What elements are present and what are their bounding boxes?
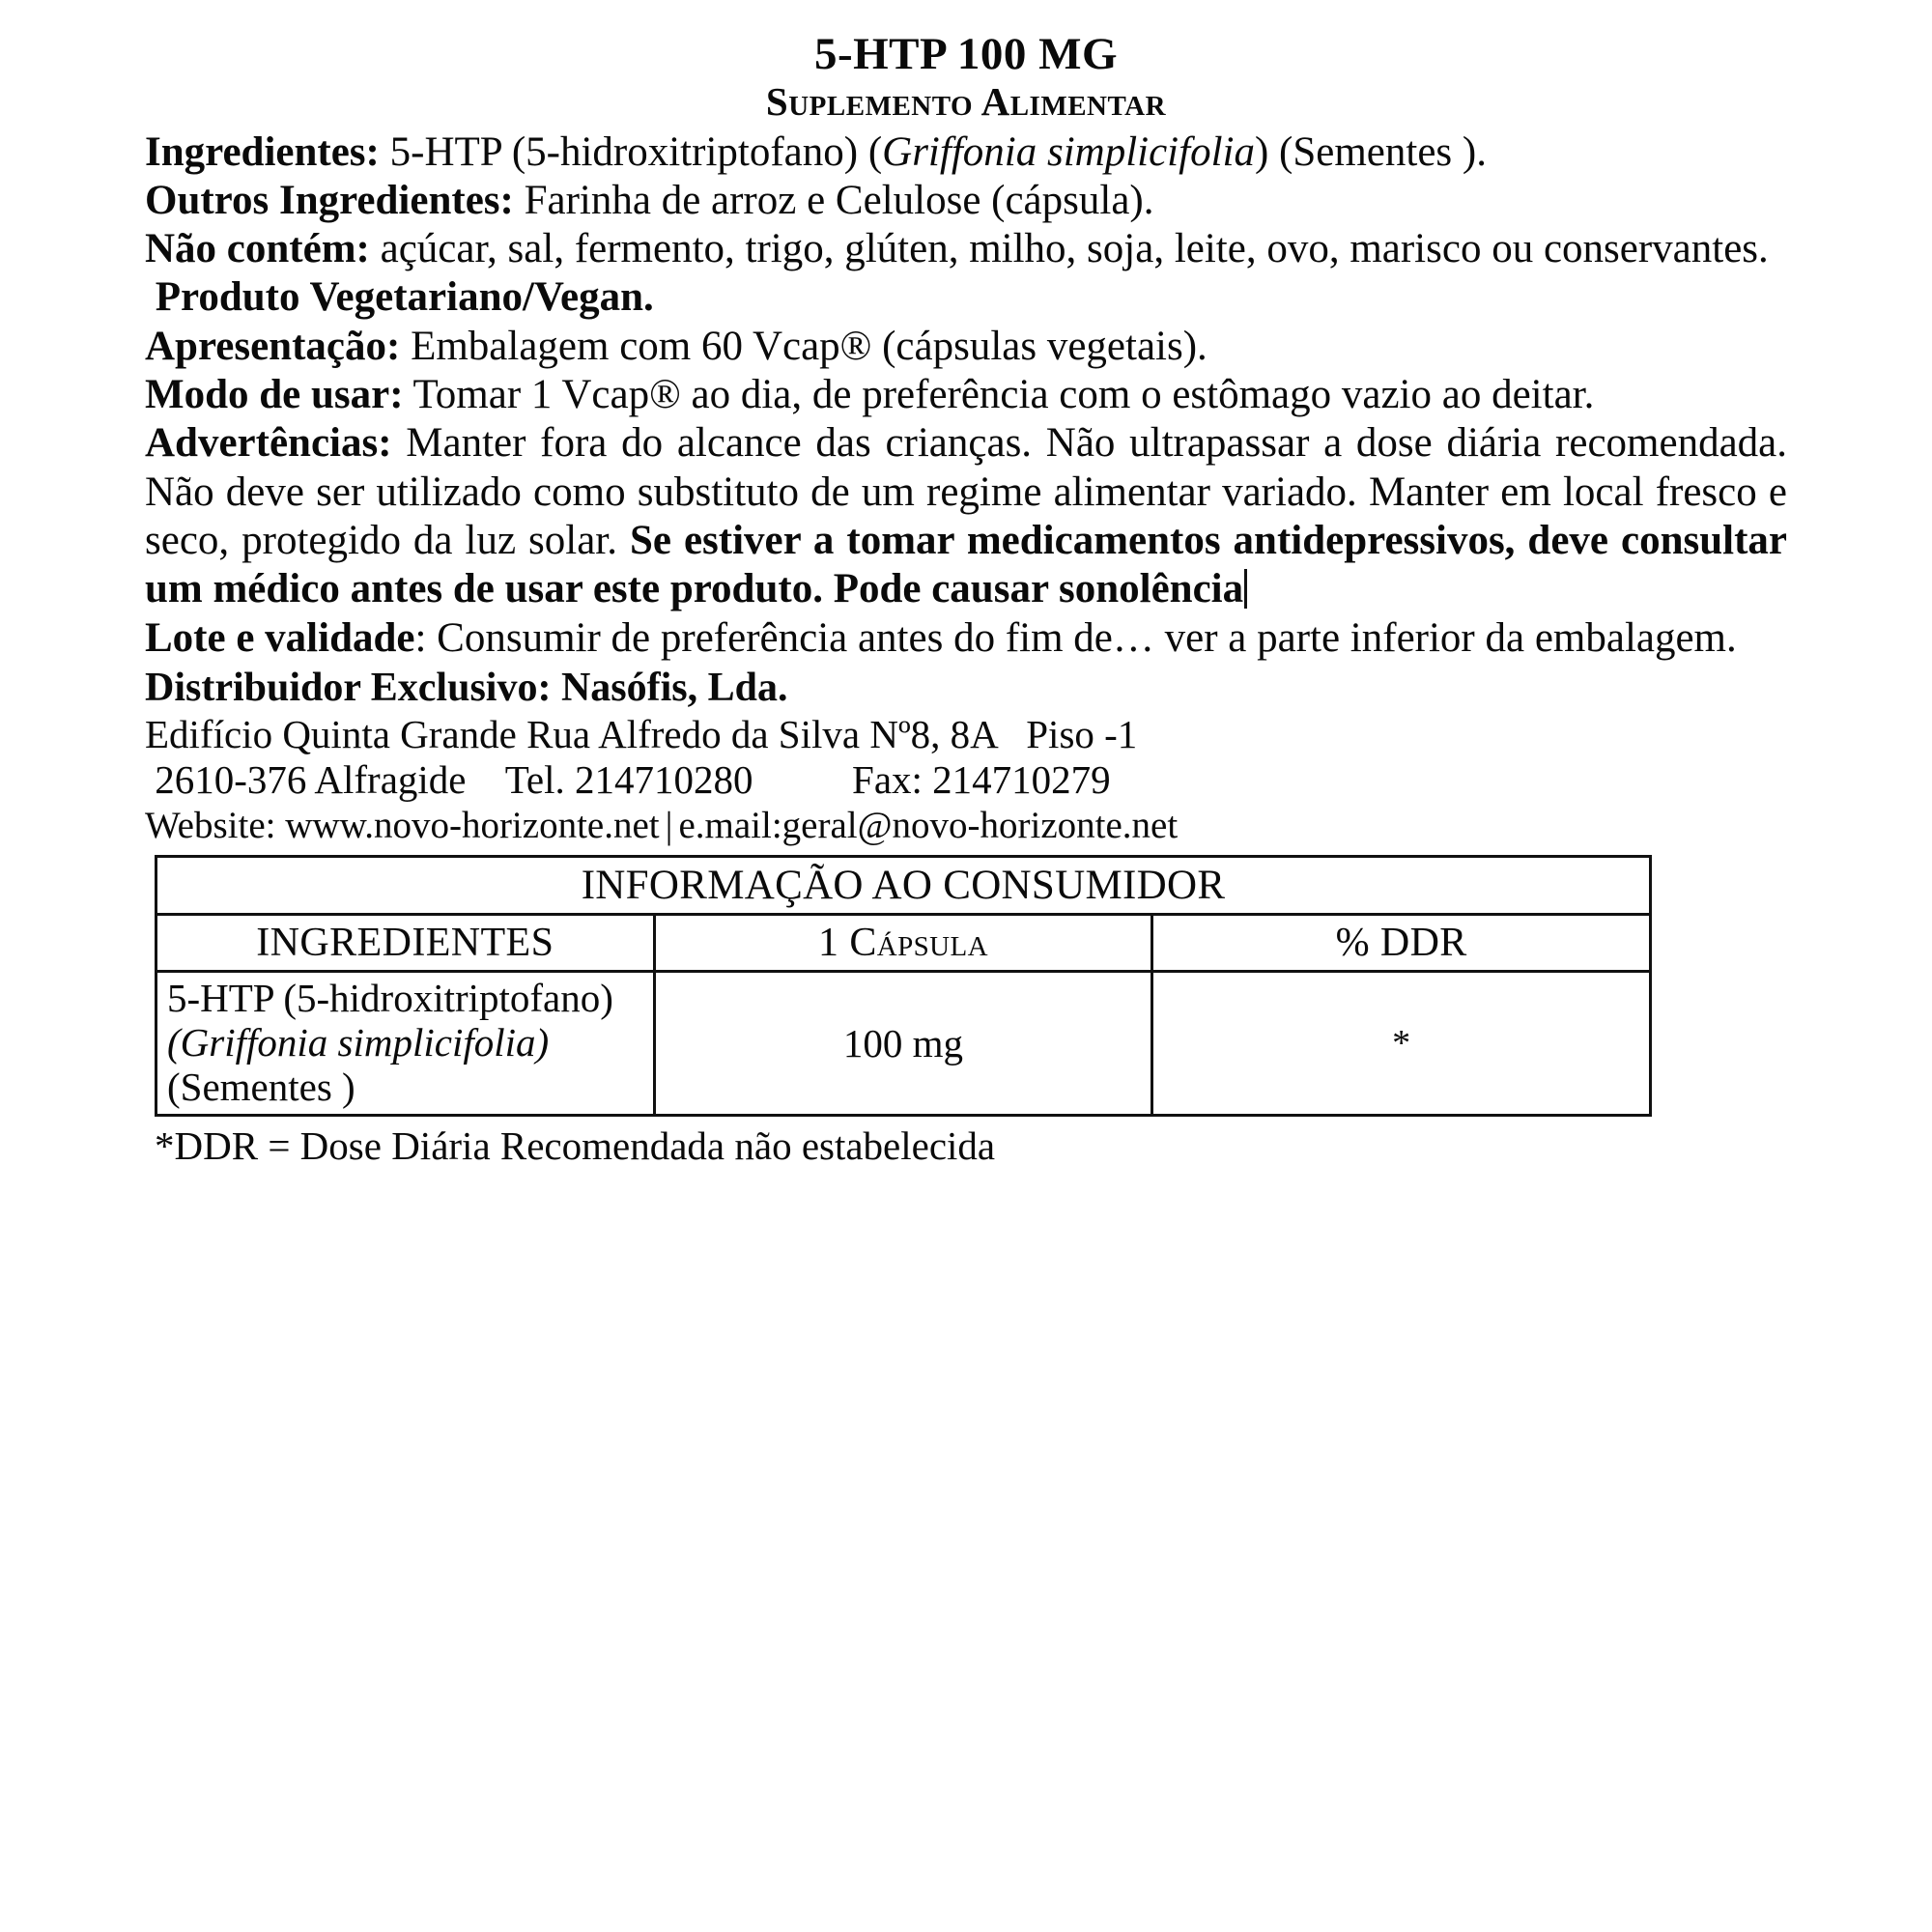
website-url: www.novo-horizonte.net: [275, 804, 660, 846]
ingredients-botanical-name: Griffonia simplicifolia: [882, 128, 1255, 175]
table-title-row: [156, 856, 1651, 914]
title-block: [145, 29, 1787, 125]
website-label: Website:: [145, 804, 276, 846]
lot-expiry-label: Lote e validade: [145, 614, 415, 661]
cell-ddr-value: *: [1152, 971, 1651, 1115]
distributor-label: Distribuidor Exclusivo:: [145, 665, 552, 710]
column-header-ingredients: INGREDIENTES: [156, 914, 655, 971]
ingredient-part-line: (Sementes ): [167, 1064, 355, 1109]
does-not-contain-label: Não contém:: [145, 226, 370, 272]
ingredient-line-1: 5-HTP (5-hidroxitriptofano): [167, 975, 613, 1020]
distributor-line: [145, 665, 1787, 712]
postal-city: 2610-376 Alfragide: [145, 757, 467, 803]
presentation-paragraph: [145, 323, 1787, 371]
warnings-paragraph: [145, 419, 1787, 613]
lot-expiry-paragraph: [145, 614, 1787, 663]
directions-paragraph: [145, 371, 1787, 419]
phone-number: Tel. 214710280: [504, 757, 753, 803]
page-subtitle: Suplemento Alimentar: [765, 78, 1167, 124]
page-title: 5-HTP 100 MG: [813, 29, 1119, 79]
column-header-ddr: % DDR: [1152, 914, 1651, 971]
warnings-text-bold: Se estiver a tomar medicamentos antidepressivos, deve consultar um médico antes de usar este produto. Pode causar sonolência: [145, 517, 1787, 612]
presentation-text: Embalagem com 60 Vcap® (cápsulas vegetais).: [400, 323, 1208, 369]
distributor-address: Edifício Quinta Grande Rua Alfredo da Silva Nº8, 8A Piso -1: [145, 711, 1138, 756]
does-not-contain-paragraph: [145, 225, 1787, 273]
vegetarian-statement: [145, 273, 1787, 322]
column-header-amount: 1 Cápsula: [654, 914, 1152, 971]
directions-text: Tomar 1 Vcap® ao dia, de preferência com o estômago vazio ao deitar.: [403, 372, 1595, 418]
other-ingredients-text: Farinha de arroz e Celulose (cápsula).: [513, 177, 1154, 223]
distributor-name: Nasófis, Lda.: [551, 665, 788, 710]
cell-ingredient-name: [156, 971, 655, 1115]
ddr-footnote: *DDR = Dose Diária Recomendada não estabelecida: [155, 1122, 996, 1168]
presentation-label: Apresentação:: [145, 323, 401, 369]
table-row: [156, 971, 1651, 1115]
ingredients-paragraph: [145, 128, 1787, 177]
warnings-text-regular: Manter fora do alcance das crianças. Não ultrapassar a dose diária recomendada. Não deve ser utilizado como substituto de um regime alimentar variado. Manter em local fresco e seco, protegido da luz solar.: [145, 420, 1787, 563]
email-address: e.mail:geral@novo-horizonte.net: [678, 804, 1179, 846]
table-title: INFORMAÇÃO AO CONSUMIDOR: [156, 856, 1651, 914]
directions-label: Modo de usar:: [145, 372, 404, 418]
table-header-row: [156, 914, 1651, 971]
website-email-line: [145, 804, 1787, 847]
distributor-contact-block: [145, 665, 1787, 847]
ingredients-text-after: ) (Sementes ).: [1254, 128, 1487, 175]
other-ingredients-paragraph: [145, 177, 1787, 225]
text-cursor-caret: [1244, 569, 1247, 609]
lot-expiry-text: : Consumir de preferência antes do fim de… ver a parte inferior da embalagem.: [414, 614, 1737, 661]
ingredients-label: Ingredientes:: [145, 128, 380, 175]
warnings-label: Advertências:: [145, 420, 392, 467]
nutrition-facts-table: [155, 855, 1652, 1117]
distributor-postal-phone-fax: [145, 757, 1787, 804]
ingredient-botanical-line: (Griffonia simplicifolia): [167, 1019, 550, 1065]
ingredients-text-before: 5-HTP (5-hidroxitriptofano) (: [379, 128, 883, 175]
vegetarian-label: Produto Vegetariano/Vegan.: [145, 274, 654, 321]
other-ingredients-label: Outros Ingredientes:: [145, 177, 514, 223]
cell-amount-per-capsule: 100 mg: [654, 971, 1152, 1115]
separator-pipe: |: [665, 804, 673, 846]
fax-number: Fax: 214710279: [852, 757, 1111, 803]
label-body-text: [145, 128, 1787, 663]
does-not-contain-text: açúcar, sal, fermento, trigo, glúten, milho, soja, leite, ovo, marisco ou conservantes.: [369, 226, 1769, 272]
